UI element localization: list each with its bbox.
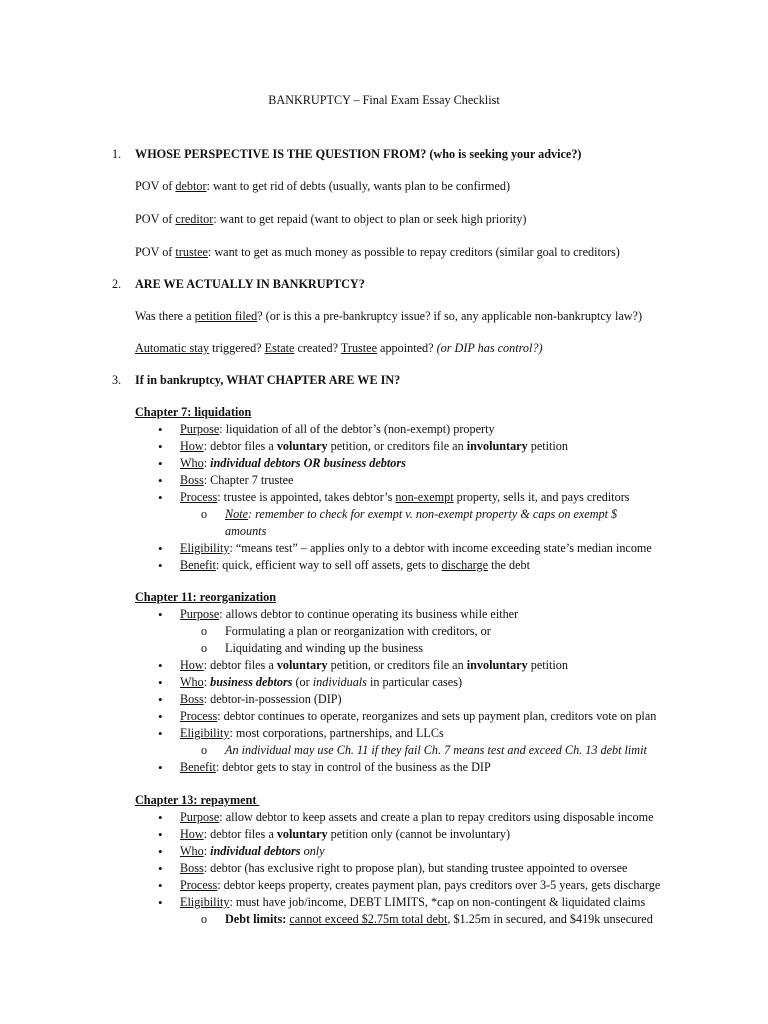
item-label: Benefit [180, 760, 216, 774]
item-text: : debtor continues to operate, reorganizes and sets up payment plan, creditors vote on plan [217, 709, 657, 723]
item-text: petition, or creditors file an [327, 439, 467, 453]
bullet-icon: • [158, 861, 163, 876]
italic-term: only [300, 844, 325, 858]
text-run: ? (or is this a pre-bankruptcy issue? if so, any applicable non-bankruptcy law?) [257, 309, 643, 323]
item-label: Process [180, 490, 218, 504]
pov-text: : want to get repaid (want to object to plan or seek high priority) [213, 212, 527, 226]
bold-italic-term: individual debtors OR business debtors [210, 456, 406, 470]
bullet-icon: • [158, 675, 163, 690]
item-label: Who [180, 844, 204, 858]
bold-term: voluntary [276, 827, 328, 841]
item-text: property, sells it, and pays creditors [453, 490, 630, 504]
bold-term: voluntary [276, 439, 328, 453]
item-text: : trustee is appointed, takes debtor’s [217, 490, 396, 504]
item-label: Eligibility [180, 726, 230, 740]
item-label: Eligibility [180, 541, 230, 555]
bullet-icon: • [158, 844, 163, 859]
bullet-icon: • [158, 726, 163, 741]
item-text: : debtor files a [203, 827, 277, 841]
section-number: 1. [112, 147, 122, 161]
pov-text: : want to get as much money as possible to repay creditors (similar goal to creditors) [207, 245, 620, 259]
item-text: petition [527, 658, 568, 672]
item-text: : debtor keeps property, creates payment plan, pays creditors over 3-5 years, gets discharge [217, 878, 661, 892]
bullet-icon: • [158, 878, 163, 893]
text-run: Was there a [135, 309, 195, 323]
italic-note: (or DIP has control?) [436, 341, 543, 355]
pov-term: creditor [175, 212, 214, 226]
item-label: Boss [180, 861, 204, 875]
bullet-icon: • [158, 456, 163, 471]
pov-prefix: POV of [135, 245, 176, 259]
pov-term: debtor [175, 179, 207, 193]
section-2-heading [112, 276, 365, 293]
item-text: : most corporations, partnerships, and LLCs [229, 726, 444, 740]
underlined-term: Trustee [340, 341, 377, 355]
item-text: : must have job/income, DEBT LIMITS, *cap on non-contingent & liquidated claims [229, 895, 646, 909]
item-text: petition, or creditors file an [327, 658, 467, 672]
pov-creditor [135, 211, 526, 228]
bullet-icon: • [158, 692, 163, 707]
item-text: , $1.25m in secured, and $419k unsecured [447, 912, 653, 926]
item-text: : [203, 456, 211, 470]
bold-term: involuntary [466, 439, 528, 453]
section-title: If in bankruptcy, WHAT CHAPTER ARE WE IN? [135, 373, 401, 387]
item-text: : debtor (has exclusive right to propose plan), but standing trustee appointed to oversee [203, 861, 628, 875]
text-run: triggered? [209, 341, 265, 355]
chapter-13-heading: Chapter 13: repayment [135, 793, 260, 807]
item-label: Benefit [180, 558, 216, 572]
bullet-icon: • [158, 895, 163, 910]
item-label: Note [225, 507, 249, 521]
bullet-icon: • [158, 827, 163, 842]
section-3-heading [112, 372, 400, 389]
bullet-icon: • [158, 473, 163, 488]
underlined-term: non-exempt [395, 490, 454, 504]
bullet-icon: • [158, 490, 163, 505]
bullet-icon: • [158, 422, 163, 437]
bullet-icon: • [158, 709, 163, 724]
item-label: Process [180, 878, 218, 892]
pov-term: trustee [175, 245, 208, 259]
italic-term: individuals [312, 675, 367, 689]
item-text: : [203, 844, 211, 858]
item-text: : debtor gets to stay in control of the business as the DIP [215, 760, 491, 774]
pov-trustee [135, 244, 620, 261]
item-text: An individual may use Ch. 11 if they fail Ch. 7 means test and exceed Ch. 13 debt limit [225, 743, 647, 757]
item-text: : debtor files a [203, 658, 277, 672]
bullet-icon: • [158, 760, 163, 775]
item-label: Who [180, 456, 204, 470]
bold-term: involuntary [466, 658, 528, 672]
pov-prefix: POV of [135, 179, 176, 193]
bold-italic-term: business debtors [210, 675, 293, 689]
section-title: WHOSE PERSPECTIVE IS THE QUESTION FROM? (who is seeking your advice?) [135, 147, 582, 161]
underlined-term: Estate [264, 341, 295, 355]
item-text: petition only (cannot be involuntary) [327, 827, 511, 841]
item-text: : debtor-in-possession (DIP) [203, 692, 342, 706]
pov-prefix: POV of [135, 212, 176, 226]
item-label: Boss [180, 692, 204, 706]
hollow-bullet-icon: o [201, 507, 208, 521]
item-text: : [203, 675, 211, 689]
item-text: petition [527, 439, 568, 453]
item-text: the debt [488, 558, 530, 572]
bold-term: voluntary [276, 658, 328, 672]
underlined-term: petition filed [194, 309, 258, 323]
section-title: ARE WE ACTUALLY IN BANKRUPTCY? [135, 277, 365, 291]
underlined-term: discharge [441, 558, 489, 572]
hollow-bullet-icon: o [201, 624, 208, 638]
document-title: BANKRUPTCY – Final Exam Essay Checklist [268, 93, 500, 107]
item-text: : quick, efficient way to sell off assets, gets to [215, 558, 442, 572]
section-number: 3. [112, 373, 122, 387]
item-label: How [180, 827, 204, 841]
pov-text: : want to get rid of debts (usually, wants plan to be confirmed) [206, 179, 511, 193]
bullet-icon: • [158, 541, 163, 556]
item-text: : Chapter 7 trustee [203, 473, 294, 487]
bullet-icon: • [158, 658, 163, 673]
item-label: Eligibility [180, 895, 230, 909]
item-text: : debtor files a [203, 439, 277, 453]
bullet-icon: • [158, 558, 163, 573]
item-text: : allows debtor to continue operating its business while either [219, 607, 519, 621]
hollow-bullet-icon: o [201, 912, 208, 926]
item-text: (or [292, 675, 313, 689]
chapter-11-heading: Chapter 11: reorganization [135, 590, 277, 604]
item-label: Purpose [180, 422, 220, 436]
bold-italic-term: individual debtors [210, 844, 301, 858]
item-text: amounts [225, 524, 267, 538]
text-run: appointed? [377, 341, 437, 355]
item-text: : allow debtor to keep assets and create a plan to repay creditors using disposable income [219, 810, 654, 824]
hollow-bullet-icon: o [201, 743, 208, 757]
automatic-stay-question [135, 340, 543, 357]
underlined-term: cannot exceed $2.75m total debt [289, 912, 448, 926]
item-text: Formulating a plan or reorganization with creditors, or [225, 624, 491, 638]
underlined-term: Automatic stay [135, 341, 210, 355]
item-text: : “means test” – applies only to a debtor with income exceeding state’s median income [229, 541, 652, 555]
bullet-icon: • [158, 810, 163, 825]
item-text: : remember to check for exempt v. non-exempt property & caps on exempt $ [248, 507, 618, 521]
pov-debtor [135, 178, 510, 195]
section-1-heading [112, 146, 582, 163]
bullet-icon: • [158, 607, 163, 622]
section-number: 2. [112, 277, 122, 291]
petition-filed-question [135, 308, 642, 325]
hollow-bullet-icon: o [201, 641, 208, 655]
bold-term: Debt limits: [225, 912, 287, 926]
bullet-icon: • [158, 439, 163, 454]
text-run: created? [294, 341, 341, 355]
item-label: Purpose [180, 607, 220, 621]
item-label: Purpose [180, 810, 220, 824]
item-label: How [180, 439, 204, 453]
item-text: : liquidation of all of the debtor’s (non-exempt) property [219, 422, 495, 436]
item-label: Boss [180, 473, 204, 487]
chapter-7-heading: Chapter 7: liquidation [135, 405, 252, 419]
item-label: How [180, 658, 204, 672]
item-text: in particular cases) [366, 675, 463, 689]
item-label: Who [180, 675, 204, 689]
item-text: Liquidating and winding up the business [225, 641, 424, 655]
item-label: Process [180, 709, 218, 723]
